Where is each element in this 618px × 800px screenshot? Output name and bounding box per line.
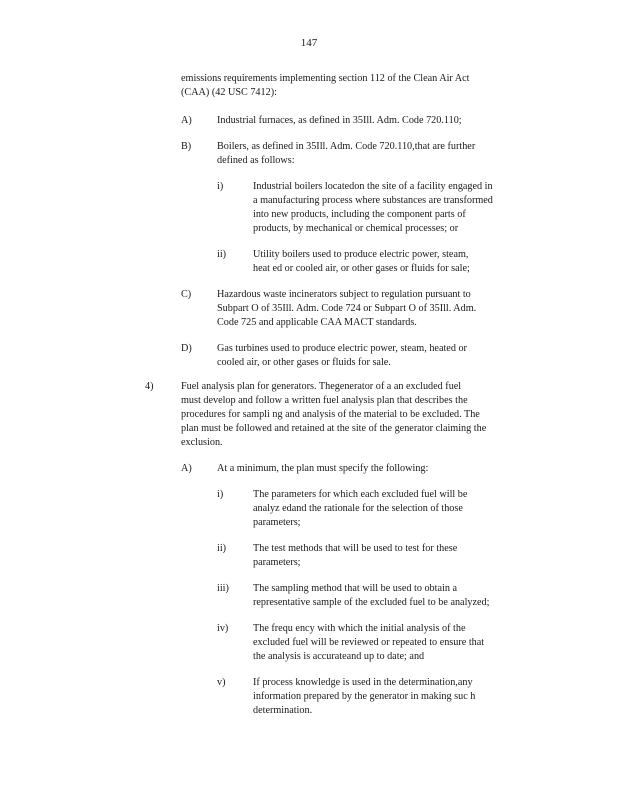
text-line: The test methods that will be used to test for these bbox=[253, 543, 458, 554]
text-line: procedures for sampli ng and analysis of the material to be excluded. The bbox=[181, 409, 480, 420]
text-line: must develop and follow a written fuel analysis plan that describes the bbox=[181, 395, 468, 406]
subitem-text bbox=[253, 248, 538, 276]
text-line: information prepared by the generator in making suc h bbox=[253, 691, 476, 702]
text-line: If process knowledge is used in the determination,any bbox=[253, 677, 473, 688]
subitem-label: i) bbox=[217, 489, 224, 500]
text-line: Fuel analysis plan for generators. Thegenerator of a an excluded fuel bbox=[181, 381, 462, 392]
text-line: The parameters for which each excluded fuel will be bbox=[253, 489, 468, 500]
subitem-label: v) bbox=[217, 677, 226, 688]
text-line: a manufacturing process where substances are transformed bbox=[253, 195, 493, 206]
item-label: D) bbox=[181, 343, 192, 354]
text-line: plan must be followed and retained at the site of the generator claiming the bbox=[181, 423, 487, 434]
item-label: B) bbox=[181, 141, 192, 152]
subitem-label: i) bbox=[217, 181, 224, 192]
text-line: defined as follows: bbox=[217, 155, 295, 166]
text-line: the analysis is accurateand up to date; and bbox=[253, 651, 425, 662]
text-line: Boilers, as defined in 35Ill. Adm. Code 720.110,that are further bbox=[217, 141, 476, 152]
subitem-text bbox=[253, 542, 538, 570]
text-line: cooled air, or other gases or fluids for sale. bbox=[217, 357, 391, 368]
text-line: parameters; bbox=[253, 517, 301, 528]
item-text bbox=[217, 462, 522, 476]
subitem-label: iii) bbox=[217, 583, 229, 594]
intro-paragraph bbox=[181, 72, 521, 100]
item-label: A) bbox=[181, 115, 192, 126]
item-text bbox=[217, 114, 522, 128]
text-line: (CAA) (42 USC 7412): bbox=[181, 87, 277, 98]
text-line: emissions requirements implementing section 112 of the Clean Air Act bbox=[181, 73, 470, 84]
text-line: Code 725 and applicable CAA MACT standards. bbox=[217, 317, 417, 328]
subitem-text bbox=[253, 582, 538, 610]
item-text bbox=[217, 342, 522, 370]
text-line: The frequ ency with which the initial analysis of the bbox=[253, 623, 466, 634]
text-line: determination. bbox=[253, 705, 313, 716]
subitem-text bbox=[253, 180, 538, 236]
item-text bbox=[217, 288, 522, 330]
text-line: parameters; bbox=[253, 557, 301, 568]
text-line: analyz edand the rationale for the selection of those bbox=[253, 503, 463, 514]
item-label: A) bbox=[181, 463, 192, 474]
item-label: C) bbox=[181, 289, 192, 300]
subitem-label: ii) bbox=[217, 543, 227, 554]
text-line: Utility boilers used to produce electric power, steam, bbox=[253, 249, 469, 260]
text-line: products, by mechanical or chemical processes; or bbox=[253, 223, 459, 234]
item-text bbox=[181, 380, 543, 450]
text-line: The sampling method that will be used to obtain a bbox=[253, 583, 457, 594]
text-line: heat ed or cooled air, or other gases or fluids for sale; bbox=[253, 263, 470, 274]
subitem-label: iv) bbox=[217, 623, 229, 634]
text-line: At a minimum, the plan must specify the following: bbox=[217, 463, 429, 474]
text-line: representative sample of the excluded fuel to be analyzed; bbox=[253, 597, 490, 608]
subitem-text bbox=[253, 676, 538, 718]
text-line: excluded fuel will be reviewed or repeated to ensure that bbox=[253, 637, 485, 648]
page-number: 147 bbox=[300, 37, 318, 49]
text-line: Subpart O of 35Ill. Adm. Code 724 or Subpart O of 35Ill. Adm. bbox=[217, 303, 477, 314]
text-line: Industrial boilers locatedon the site of a facility engaged in bbox=[253, 181, 493, 192]
subitem-label: ii) bbox=[217, 249, 227, 260]
item-label: 4) bbox=[145, 381, 154, 392]
subitem-text bbox=[253, 622, 538, 664]
text-line: Hazardous waste incinerators subject to regulation pursuant to bbox=[217, 289, 471, 300]
text-line: Gas turbines used to produce electric power, steam, heated or bbox=[217, 343, 467, 354]
item-text bbox=[217, 140, 522, 168]
text-line: exclusion. bbox=[181, 437, 223, 448]
subitem-text bbox=[253, 488, 538, 530]
text-line: Industrial furnaces, as defined in 35Ill. Adm. Code 720.110; bbox=[217, 115, 462, 126]
text-line: into new products, including the component parts of bbox=[253, 209, 466, 220]
